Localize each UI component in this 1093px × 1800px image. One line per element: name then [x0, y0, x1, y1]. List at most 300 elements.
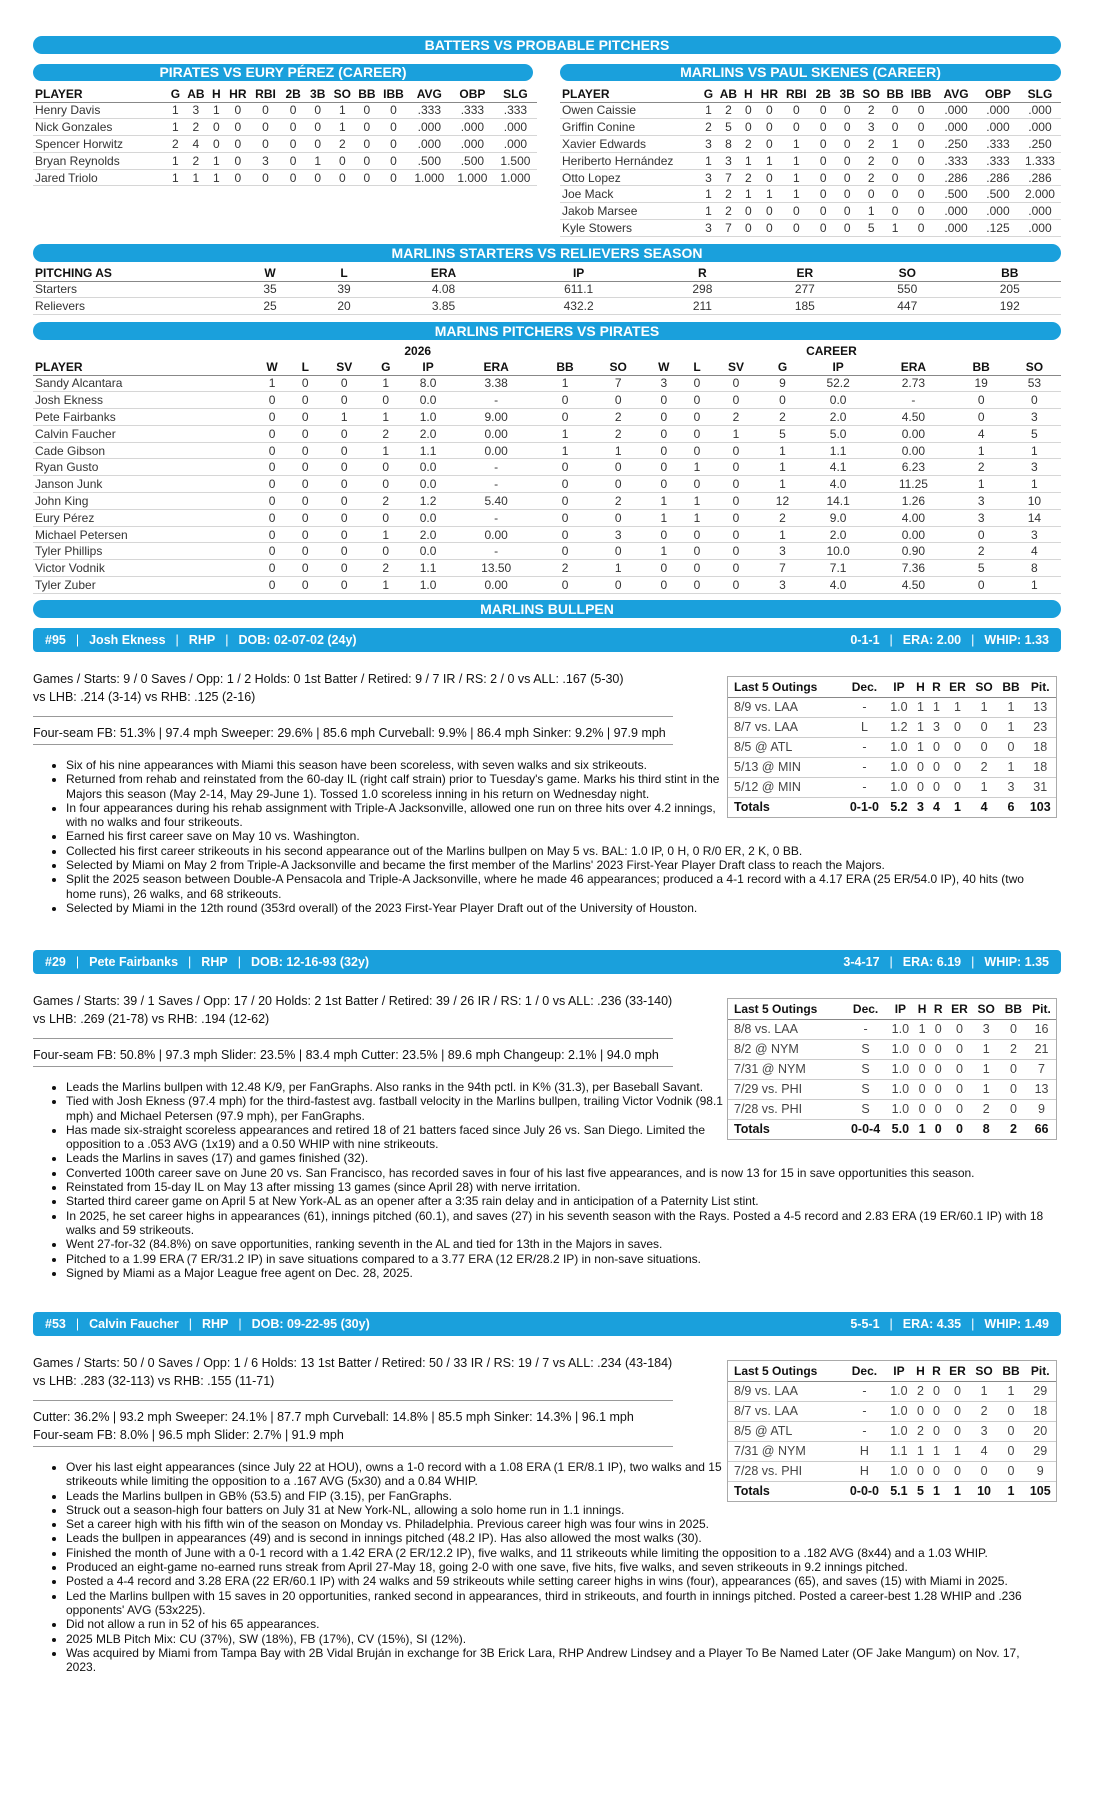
table-cell: 0	[614, 510, 622, 525]
usage-line-2: vs LHB: .214 (3-14) vs RHB: .125 (2-16)	[33, 690, 256, 704]
table-cell: 0	[745, 120, 752, 135]
table-cell: 0	[1007, 1404, 1015, 1418]
table-cell: 13	[1033, 700, 1048, 714]
table-cell: 1	[382, 527, 390, 542]
table-cell: 0	[693, 426, 701, 441]
column-header: BB	[886, 86, 904, 101]
table-cell: 2	[916, 1424, 924, 1438]
table-cell: 8	[1031, 561, 1038, 576]
table-cell: 1.500	[500, 153, 531, 168]
table-cell: 1	[932, 1444, 940, 1458]
table-cell: 2	[1009, 1122, 1017, 1137]
table-cell: 0	[234, 103, 242, 118]
era-value: ERA: 6.19	[902, 955, 962, 969]
table-cell: 0	[314, 120, 322, 135]
table-cell: 0	[268, 510, 276, 525]
table-cell: 5/13 @ MIN	[734, 760, 801, 774]
column-header: HR	[229, 86, 247, 101]
table-row	[560, 186, 1061, 203]
table-cell: 7	[614, 376, 622, 391]
table-cell: 0	[314, 170, 322, 185]
table-cell: 0	[561, 510, 569, 525]
note-item: • Leads the Marlins bullpen in GB% (53.5) and FIP (3.15), per FanGraphs.	[66, 1489, 726, 1503]
table-cell: 0	[301, 544, 309, 559]
table-cell: 0	[745, 103, 752, 118]
table-cell: 52.2	[826, 376, 850, 391]
table-cell: 3	[980, 1424, 988, 1438]
table-cell: 0	[1009, 1082, 1017, 1096]
table-cell: 2	[977, 544, 985, 559]
table-cell: 0	[340, 577, 348, 592]
table-cell: 0	[614, 477, 622, 492]
table-cell: 2	[561, 561, 569, 576]
table-cell: -	[862, 700, 867, 714]
column-header: BB	[972, 359, 990, 374]
table-cell: 12	[775, 493, 790, 508]
table-cell: .250	[944, 136, 968, 151]
table-cell: 0	[932, 780, 940, 794]
win-loss-saves: 5-5-1	[850, 1317, 880, 1331]
column-header: R	[698, 265, 707, 280]
table-cell: .000	[1028, 220, 1052, 235]
table-cell: .250	[1028, 136, 1052, 151]
table-cell: 2	[725, 187, 732, 202]
table-cell: 0	[732, 376, 740, 391]
jersey-number: #53	[45, 1317, 66, 1331]
column-header: R	[932, 679, 941, 694]
table-row	[33, 375, 1061, 392]
table-cell: 0	[561, 493, 569, 508]
note-item: • Finished the month of June with a 0-1 record with a 1.42 ERA (2 ER/12.2 IP), five walks, and 11 strikeouts while limiting the opposition to a .182 AVG (8x44) and a 1.03 WHIP.	[66, 1546, 1050, 1560]
table-cell: 103	[1029, 800, 1051, 815]
spacer	[645, 343, 804, 359]
table-cell: 11.25	[898, 477, 928, 492]
column-header: R	[933, 1001, 943, 1016]
table-cell: .000	[417, 120, 442, 135]
table-cell: 0	[301, 510, 309, 525]
outing-row	[728, 1441, 1056, 1461]
separator: |	[889, 633, 893, 647]
table-cell: 2	[867, 170, 875, 185]
table-cell: 7/28 vs. PHI	[734, 1464, 803, 1478]
table-cell: 0	[301, 460, 309, 475]
table-cell: 31	[1033, 780, 1048, 794]
table-cell: Totals	[734, 800, 770, 815]
table-cell: 0	[660, 561, 668, 576]
table-cell: -	[862, 1404, 867, 1418]
table-cell: 0	[766, 170, 773, 185]
column-header: H	[212, 86, 221, 101]
table-cell: .000	[944, 220, 968, 235]
table-cell: 1	[561, 443, 569, 458]
table-cell: Cade Gibson	[35, 443, 106, 458]
table-cell: Xavier Edwards	[562, 136, 647, 151]
table-cell: 0	[268, 527, 276, 542]
column-header: BB	[556, 359, 574, 374]
table-cell: 0	[340, 393, 348, 408]
table-cell: 0	[234, 136, 242, 151]
table-cell: 0	[363, 170, 371, 185]
table-cell: 0	[660, 426, 668, 441]
pitcher-name: Calvin Faucher	[89, 1317, 179, 1331]
table-cell: 7/29 vs. PHI	[734, 1082, 803, 1096]
table-cell: .500	[944, 187, 968, 202]
column-header: IP	[422, 359, 434, 374]
table-cell: 13.50	[481, 561, 512, 576]
table-cell: .286	[986, 170, 1010, 185]
table-cell: 1	[213, 153, 220, 168]
table-cell: 1	[1007, 700, 1015, 714]
table-cell: Heriberto Hernández	[562, 153, 674, 168]
column-header: AB	[187, 86, 205, 101]
divider	[33, 1038, 673, 1039]
table-cell: .000	[986, 120, 1010, 135]
table-cell: 3	[916, 800, 924, 815]
header-row	[728, 1361, 1056, 1381]
table-cell: 0	[561, 527, 569, 542]
table-cell: 0	[792, 204, 800, 219]
table-cell: 19	[974, 376, 988, 391]
table-cell: 0	[693, 544, 701, 559]
outing-row	[728, 717, 1056, 737]
table-cell: 1	[382, 376, 390, 391]
note-item: • Posted a 4-4 record and 3.28 ERA (22 ER/60.1 IP) with 24 walks and 59 strikeouts while setting career highs in wins (four), appearances (65), and saves (15) with Miami in 2025.	[66, 1574, 1050, 1588]
table-cell: 0	[732, 460, 740, 475]
column-header: RBI	[255, 86, 276, 101]
note-item: • 2025 MLB Pitch Mix: CU (37%), SW (18%), FB (17%), CV (15%), SI (12%).	[66, 1632, 1050, 1646]
table-cell: 1	[980, 700, 988, 714]
divider	[33, 744, 673, 745]
table-cell: 0	[977, 527, 985, 542]
table-cell: 2	[732, 409, 740, 424]
table-row	[33, 409, 1061, 426]
table-cell: 0.00	[901, 443, 926, 458]
table-cell: 1	[561, 376, 569, 391]
table-cell: Otto Lopez	[562, 170, 621, 185]
note-item: • Collected his first career strikeouts in his second appearance out of the Marlins bullpen on May 5 vs. BAL: 1.0 IP, 0 H, 0 R/0 ER, 2 K, 0 BB.	[66, 844, 1050, 858]
table-cell: 4	[980, 1444, 988, 1458]
table-cell: 1.0	[891, 1082, 910, 1096]
table-cell: 8	[725, 136, 732, 151]
table-cell: 1	[916, 700, 924, 714]
table-cell: 0	[917, 136, 925, 151]
table-cell: 0	[918, 1042, 926, 1056]
table-cell: .333	[503, 103, 528, 118]
column-header: ERA	[430, 265, 457, 280]
table-cell: 8/5 @ ATL	[734, 1424, 793, 1438]
table-cell: 1	[1007, 1384, 1015, 1398]
table-cell: 1	[660, 510, 668, 525]
table-cell: 0	[917, 187, 925, 202]
table-row	[560, 169, 1061, 186]
career-label: CAREER	[806, 344, 857, 358]
table-cell: 4	[932, 800, 940, 815]
table-cell: 1	[792, 170, 800, 185]
table-cell: 0	[932, 1464, 940, 1478]
separator: |	[238, 1317, 242, 1331]
whip-value: WHIP: 1.35	[984, 955, 1049, 969]
note-item: • In four appearances during his rehab assignment with Triple-A Jacksonville, allowed one run on three hits over 4.2 innings, with no walks and four strikeouts.	[66, 801, 726, 830]
table-cell: 1	[954, 1444, 961, 1458]
pitcher-notes	[50, 1080, 1050, 1280]
table-row	[33, 543, 1061, 560]
table-cell: Tyler Phillips	[35, 544, 103, 559]
table-cell: 0	[732, 544, 740, 559]
table-cell: 0	[932, 1424, 940, 1438]
table-cell: 3	[977, 493, 985, 508]
table-cell: 2	[192, 153, 200, 168]
table-cell: 7	[779, 561, 786, 576]
table-cell: .000	[944, 103, 968, 118]
table-cell: 25	[263, 299, 277, 314]
table-cell: 4	[192, 136, 200, 151]
table-cell: 0	[314, 136, 322, 151]
outing-row	[728, 1039, 1056, 1059]
table-cell: 0	[693, 577, 701, 592]
column-header: BB	[358, 86, 376, 101]
table-cell: .000	[460, 136, 485, 151]
table-cell: 4.08	[431, 282, 456, 297]
table-cell: 298	[692, 282, 713, 297]
table-cell: 8.0	[419, 376, 437, 391]
table-cell: Totals	[734, 1484, 770, 1499]
table-cell: 0	[954, 1404, 961, 1418]
table-cell: 0	[301, 393, 309, 408]
note-item: • Over his last eight appearances (since July 22 at HOU), owns a 1-0 record with a 1.08 ERA (1 ER/8.1 IP), two walks and 15 strikeouts while limiting the opposition to a .167 AVG (5x30) and a 0.84 WHIP.	[66, 1460, 726, 1489]
table-cell: 1	[705, 103, 712, 118]
table-cell: 0.00	[484, 527, 508, 542]
table-row	[33, 169, 537, 186]
table-cell: 0	[561, 409, 569, 424]
table-cell: 2	[614, 493, 622, 508]
table-cell: 5	[779, 426, 786, 441]
mvp-title-bar: MARLINS PITCHERS VS PIRATES	[33, 322, 1061, 340]
column-header: 3B	[310, 86, 326, 101]
table-cell: 0	[867, 187, 875, 202]
table-cell: 1.0	[890, 700, 908, 714]
column-header: PLAYER	[35, 86, 83, 101]
table-row	[33, 476, 1061, 493]
table-cell: .000	[1028, 103, 1052, 118]
table-cell: 0	[745, 204, 752, 219]
table-cell: Jakob Marsee	[562, 204, 638, 219]
note-item: • Split the 2025 season between Double-A Pensacola and Triple-A Jacksonville, where he made 46 appearances; produced a 4-1 record with a 4.17 ERA (25 ER/54.0 IP), 40 hits (two home runs), 26 walks, and 68 strikeouts.	[66, 872, 1050, 901]
table-cell: 35	[263, 282, 277, 297]
column-header: BB	[1002, 679, 1020, 694]
table-cell: 0.0	[419, 477, 437, 492]
table-cell: 5.1	[890, 1484, 908, 1499]
table-cell: 0	[289, 103, 297, 118]
table-cell: 1.000	[500, 170, 531, 185]
column-header: W	[658, 359, 670, 374]
table-row	[560, 152, 1061, 169]
table-cell: 1	[766, 153, 773, 168]
pitcher-hand: RHP	[188, 633, 216, 647]
table-cell: -	[494, 460, 499, 475]
pitch-mix-line: Four-seam FB: 51.3% | 97.4 mph Sweeper: 29.6% | 85.6 mph Curveball: 9.9% | 86.4 mph Sinker: 9.2% | 97.9 mph	[33, 726, 666, 740]
table-cell: 0	[843, 153, 851, 168]
pitch-mix-line: Four-seam FB: 8.0% | 96.5 mph Slider: 2.7% | 91.9 mph	[33, 1428, 344, 1442]
table-cell: 0	[917, 103, 925, 118]
table-cell: 1.0	[890, 1424, 908, 1438]
table-cell: 1.0	[890, 780, 908, 794]
separator: |	[237, 955, 241, 969]
win-loss-saves: 0-1-1	[850, 633, 880, 647]
table-cell: 0	[891, 170, 899, 185]
table-cell: Griffin Conine	[562, 120, 636, 135]
column-header: SV	[336, 359, 353, 374]
table-cell: 0	[363, 103, 371, 118]
table-cell: 0	[819, 204, 827, 219]
pitcher-dob: DOB: 12-16-93 (32y)	[250, 955, 370, 969]
table-cell: 0	[693, 393, 701, 408]
table-cell: 2	[745, 170, 752, 185]
table-cell: 1	[792, 153, 800, 168]
table-row	[33, 577, 1061, 594]
table-cell: Sandy Alcantara	[35, 376, 123, 391]
table-cell: 3	[705, 170, 712, 185]
table-cell: Owen Caissie	[562, 103, 637, 118]
separator: |	[75, 1317, 80, 1331]
table-cell: 0	[340, 426, 348, 441]
table-cell: 3	[932, 720, 940, 734]
column-header: ER	[951, 1001, 968, 1016]
svr-title-bar: MARLINS STARTERS VS RELIEVERS SEASON	[33, 244, 1061, 262]
table-cell: 39	[337, 282, 351, 297]
column-header: 3B	[839, 86, 855, 101]
table-row	[33, 298, 1061, 315]
table-cell: 0	[819, 153, 827, 168]
pitcher-header	[33, 628, 1061, 652]
table-cell: 0	[262, 136, 269, 151]
table-cell: 5.0	[829, 426, 847, 441]
pitch-mix	[33, 1046, 673, 1064]
table-cell: 2.0	[419, 527, 437, 542]
usage-line-2: vs LHB: .269 (21-78) vs RHB: .194 (12-62)	[33, 1012, 270, 1026]
table-cell: 1	[732, 426, 740, 441]
header-row	[728, 999, 1056, 1019]
table-cell: 0	[977, 393, 985, 408]
table-cell: 1.1	[829, 443, 847, 458]
pitcher-dob: DOB: 02-07-02 (24y)	[238, 633, 357, 647]
table-cell: 2	[779, 409, 786, 424]
table-cell: 0	[891, 103, 899, 118]
table-cell: 0	[819, 136, 827, 151]
table-cell: 1	[891, 220, 899, 235]
column-header: ER	[949, 679, 966, 694]
usage-line-1: Games / Starts: 39 / 1 Saves / Opp: 17 / 20 Holds: 2 1st Batter / Retired: 39 / 26 IR / RS: 1 / 0 vs ALL: .236 (33-140)	[33, 994, 673, 1008]
table-cell: 1	[779, 527, 786, 542]
column-header: SO	[333, 86, 351, 101]
table-cell: .000	[503, 120, 528, 135]
table-cell: 5	[867, 220, 875, 235]
table-row	[33, 392, 1061, 409]
note-item: • Struck out a season-high four batters on July 31 at New York-NL, allowing a solo home run in 1.1 innings.	[66, 1503, 726, 1517]
table-cell: 4.00	[901, 510, 926, 525]
table-cell: 0	[891, 204, 899, 219]
table-cell: 0	[268, 561, 276, 576]
column-header: Pit.	[1030, 1363, 1050, 1378]
table-cell: 1.0	[890, 1464, 908, 1478]
table-cell: 0	[262, 120, 269, 135]
table-cell: 0	[843, 187, 851, 202]
table-cell: 0	[268, 393, 276, 408]
column-header: W	[266, 359, 278, 374]
header-row	[560, 86, 1061, 102]
table-cell: 1	[382, 409, 390, 424]
table-cell: 1	[954, 800, 961, 815]
table-cell: S	[861, 1042, 870, 1056]
table-cell: 0	[340, 376, 348, 391]
table-cell: 0	[745, 220, 752, 235]
table-cell: 1	[338, 103, 346, 118]
table-cell: 5	[725, 120, 732, 135]
column-header: Last 5 Outings	[734, 1001, 818, 1016]
table-row	[33, 102, 537, 119]
table-cell: 0.0	[419, 460, 437, 475]
table-cell: -	[862, 1424, 867, 1438]
table-cell: 1	[660, 544, 668, 559]
table-cell: 0	[732, 477, 740, 492]
table-cell: 1.000	[414, 170, 445, 185]
column-header: PITCHING AS	[35, 265, 112, 280]
column-header: IP	[893, 679, 905, 694]
bvp-right-table	[560, 86, 1061, 237]
table-cell: 1.1	[419, 443, 437, 458]
table-cell: 0	[301, 409, 309, 424]
table-cell: 0	[268, 493, 276, 508]
table-cell: 0	[693, 443, 701, 458]
usage-stats	[33, 1354, 713, 1390]
table-cell: .000	[986, 103, 1010, 118]
table-cell: 0	[363, 136, 371, 151]
table-cell: 5.2	[890, 800, 908, 815]
note-item: • Was acquired by Miami from Tampa Bay with 2B Vidal Bruján in exchange for 3B Erick Lara, RHP Andrew Lindsey and a Player To Be Named Later (OF Jake Mangum) on Nov. 17, 2023.	[66, 1646, 1050, 1675]
table-cell: 0.00	[901, 426, 926, 441]
table-cell: Bryan Reynolds	[35, 153, 120, 168]
column-header: ERA	[900, 359, 927, 374]
table-cell: 8/8 vs. LAA	[734, 1022, 798, 1036]
table-cell: 2	[725, 103, 732, 118]
table-cell: 0	[301, 577, 309, 592]
note-item: • Started third career game on April 5 at New York-AL as an opener after a 3:35 rain delay and in anticipation of a Paternity List stint.	[66, 1194, 1050, 1208]
table-cell: 1.0	[891, 1062, 910, 1076]
table-cell: 1	[867, 204, 875, 219]
column-header: 2B	[285, 86, 301, 101]
table-cell: 0	[268, 426, 276, 441]
outing-row	[728, 1401, 1056, 1421]
table-cell: 1	[954, 700, 961, 714]
table-cell: 1	[932, 700, 940, 714]
table-cell: 16	[1034, 1022, 1049, 1036]
divider	[33, 716, 673, 717]
table-cell: 8/5 @ ATL	[734, 740, 793, 754]
table-cell: 0	[955, 1022, 963, 1036]
table-cell: 0	[934, 1122, 942, 1137]
table-cell: 1	[172, 170, 179, 185]
jersey-number: #29	[45, 955, 66, 969]
table-cell: 14	[1027, 510, 1042, 525]
divider	[33, 1446, 673, 1447]
pitcher-header	[33, 950, 1061, 974]
table-cell: 0	[268, 477, 276, 492]
table-cell: 7.36	[901, 561, 926, 576]
note-item: • Leads the bullpen in appearances (49) and is second in innings pitched (48.2 IP). Has also allowed the most walks (30).	[66, 1531, 1050, 1545]
table-cell: 0	[792, 220, 800, 235]
table-cell: 2	[192, 120, 200, 135]
table-cell: -	[862, 1384, 867, 1398]
table-cell: 0	[932, 1404, 940, 1418]
